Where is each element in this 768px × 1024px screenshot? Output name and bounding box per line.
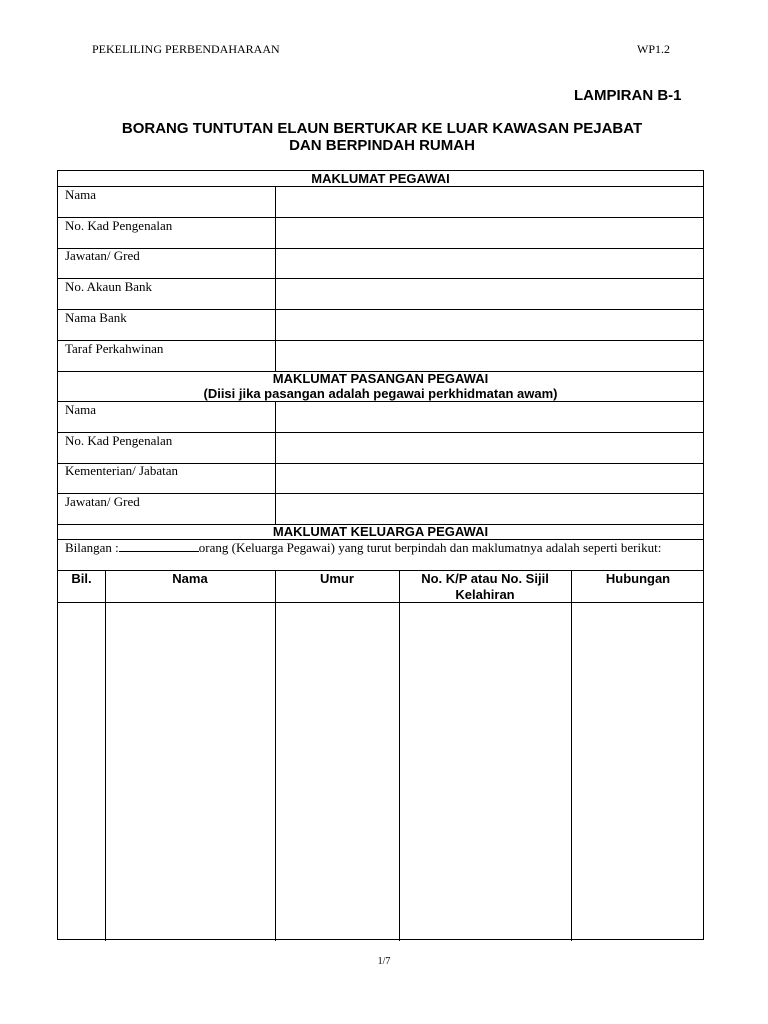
form-title-line2: DAN BERPINDAH RUMAH [289, 137, 475, 154]
col-umur-header: Umur [320, 571, 354, 586]
bilangan-blank[interactable] [119, 540, 199, 552]
section-keluarga-title: MAKLUMAT KELUARGA PEGAWAI [272, 524, 489, 539]
pasangan-nama-label: Nama [65, 402, 97, 417]
pasangan-kementerian-label: Kementerian/ Jabatan [65, 463, 178, 478]
col-hubungan-header: Hubungan [605, 571, 671, 586]
divider [58, 248, 703, 249]
section-pasangan-title-text: MAKLUMAT PASANGAN PEGAWAI [272, 371, 489, 386]
section-pasangan-subtitle: (Diisi jika pasangan adalah pegawai perkhidmatan awam) [203, 386, 558, 401]
header-right-text: WP1.2 [637, 42, 670, 56]
pegawai-nama-bank-label: Nama Bank [65, 310, 127, 325]
section-pegawai-title: MAKLUMAT PEGAWAI [311, 171, 450, 186]
divider [571, 570, 572, 941]
pegawai-taraf-perkahwinan-label: Taraf Perkahwinan [65, 341, 164, 356]
divider [399, 570, 400, 941]
bilangan-statement [65, 540, 693, 555]
form-title [60, 120, 704, 154]
divider [58, 186, 703, 187]
col-no-kp-header: No. K/P atau No. Sijil Kelahiran [421, 571, 549, 602]
col-nama-header: Nama [172, 571, 208, 586]
divider [58, 493, 703, 494]
divider [105, 570, 106, 941]
pegawai-akaun-bank-label: No. Akaun Bank [65, 279, 153, 294]
divider [58, 278, 703, 279]
pegawai-jawatan-label: Jawatan/ Gred [65, 248, 140, 263]
section-pasangan-title [58, 371, 703, 401]
header-left-text: PEKELILING PERBENDAHARAAN [92, 42, 280, 56]
pegawai-kad-pengenalan-label: No. Kad Pengenalan [65, 218, 173, 233]
bilangan-prefix: Bilangan : [65, 540, 119, 555]
bilangan-suffix: orang (Keluarga Pegawai) yang turut berpindah dan maklumatnya adalah seperti berikut: [198, 540, 662, 555]
pasangan-kad-pengenalan-label: No. Kad Pengenalan [65, 433, 173, 448]
col-bil-header: Bil. [71, 571, 92, 586]
divider [58, 309, 703, 310]
form-title-line1: BORANG TUNTUTAN ELAUN BERTUKAR KE LUAR KAWASAN PEJABAT [121, 120, 643, 137]
divider [275, 570, 276, 941]
divider [58, 602, 703, 603]
pasangan-jawatan-label: Jawatan/ Gred [65, 494, 140, 509]
pegawai-nama-label: Nama [65, 187, 97, 202]
page-number: 1/7 [377, 956, 391, 967]
lampiran-label: LAMPIRAN B-1 [574, 87, 682, 104]
form-table [57, 170, 704, 940]
divider [58, 401, 703, 402]
